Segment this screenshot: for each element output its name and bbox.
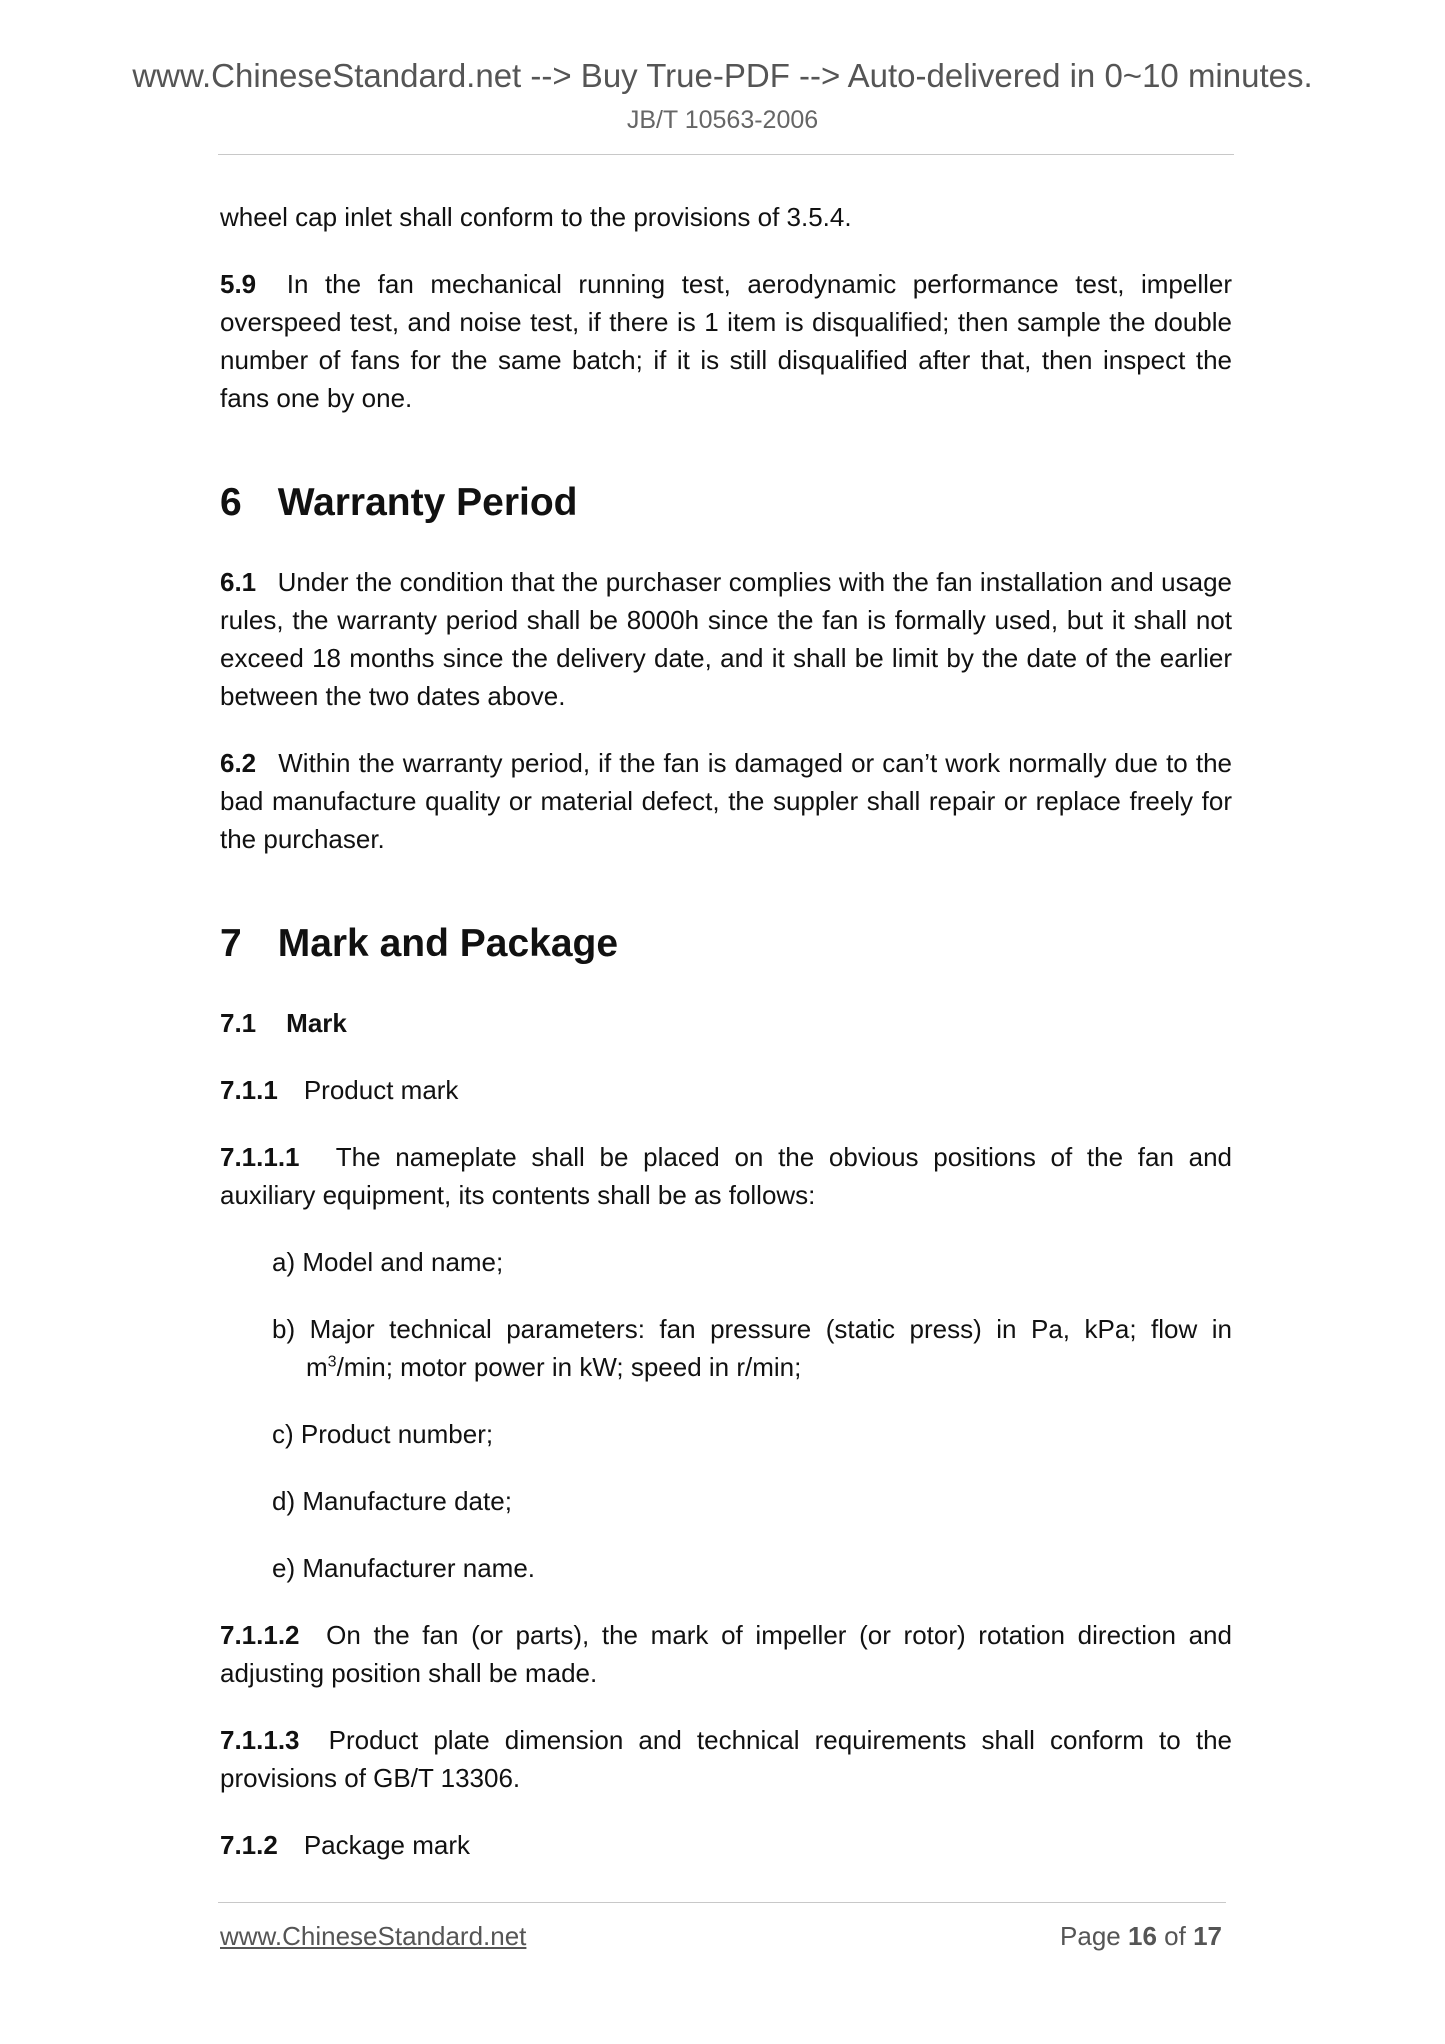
clause-number: 5.9 [220, 269, 257, 299]
clause-6-1 [220, 563, 1232, 715]
clause-number: 7.1.1 [220, 1075, 278, 1105]
clause-7-1-1-2 [220, 1616, 1232, 1692]
current-page-number: 16 [1128, 1921, 1157, 1951]
footer-website-link[interactable]: www.ChineseStandard.net [220, 1921, 527, 1951]
total-page-count: 17 [1193, 1921, 1222, 1951]
clause-text: On the fan (or parts), the mark of impeller (or rotor) rotation direction and adjusting position shall be made. [220, 1620, 1232, 1688]
clause-text: Within the warranty period, if the fan is damaged or can’t work normally due to the bad manufacture quality or material defect, the suppler shall repair or replace freely for the purchaser. [220, 748, 1232, 854]
page-content [220, 198, 1232, 1864]
list-item-b [272, 1310, 1232, 1386]
clause-number: 7.1.2 [220, 1830, 278, 1860]
clause-number: 7.1.1.2 [220, 1620, 300, 1650]
clause-title: Product mark [303, 1075, 459, 1105]
page-word: Page [1060, 1921, 1121, 1951]
clause-number: 7.1.1.3 [220, 1725, 300, 1755]
list-item-text: b) Major technical parameters: fan pressure (static press) in Pa, kPa; flow in m [272, 1314, 1232, 1382]
clause-title: Mark [286, 1008, 347, 1038]
clause-7-1-1-1 [220, 1138, 1232, 1214]
list-item-text: /min; motor power in kW; speed in r/min; [336, 1352, 802, 1382]
clause-number: 6.2 [220, 748, 257, 778]
clause-7-1-1-3 [220, 1721, 1232, 1797]
clause-7-1-1 [220, 1071, 1232, 1109]
top-banner: www.ChineseStandard.net --> Buy True-PDF --> Auto-delivered in 0~10 minutes. [132, 57, 1313, 94]
superscript: 3 [327, 1353, 337, 1371]
clause-6-2 [220, 744, 1232, 858]
clause-number: 6.1 [220, 567, 257, 597]
clause-7-1-heading [220, 1004, 1232, 1042]
list-item-c: c) Product number; [272, 1419, 494, 1449]
clause-text: In the fan mechanical running test, aerodynamic performance test, impeller overspeed test, and noise test, if there is 1 item is disqualified; then sample the double number of fans for the same batch; if it is still disqualified after that, then inspect the fans one by one. [220, 269, 1232, 413]
section-number: 6 [220, 481, 242, 524]
section-number: 7 [220, 922, 242, 965]
list-item-e: e) Manufacturer name. [272, 1553, 536, 1583]
clause-text: Product plate dimension and technical requirements shall conform to the provisions of GB/T 13306. [220, 1725, 1232, 1793]
footer-divider [218, 1902, 1226, 1903]
clause-text: Under the condition that the purchaser complies with the fan installation and usage rules, the warranty period shall be 8000h since the fan is formally used, but it shall not exceed 18 months since the delivery date, and it shall be limit by the date of the earlier between the two dates above. [220, 567, 1232, 711]
clause-title: Package mark [303, 1830, 471, 1860]
document-id: JB/T 10563-2006 [626, 106, 819, 134]
section-6-heading [220, 480, 1232, 526]
clause-text: The nameplate shall be placed on the obvious positions of the fan and auxiliary equipment, its contents shall be as follows: [220, 1142, 1232, 1210]
clause-number: 7.1.1.1 [220, 1142, 300, 1172]
clause-number: 7.1 [220, 1008, 257, 1038]
continued-paragraph [220, 198, 1232, 236]
paragraph-text: wheel cap inlet shall conform to the provisions of 3.5.4. [220, 202, 852, 232]
clause-5-9 [220, 265, 1232, 417]
header-divider [218, 154, 1234, 155]
list-item-d: d) Manufacture date; [272, 1486, 512, 1516]
list-item-a: a) Model and name; [272, 1247, 504, 1277]
section-title: Mark and Package [277, 922, 619, 965]
page-of-word: of [1164, 1921, 1186, 1951]
clause-7-1-2 [220, 1826, 1232, 1864]
section-7-heading [220, 921, 1232, 967]
section-title: Warranty Period [277, 481, 578, 524]
page-indicator [1060, 1920, 1222, 1952]
